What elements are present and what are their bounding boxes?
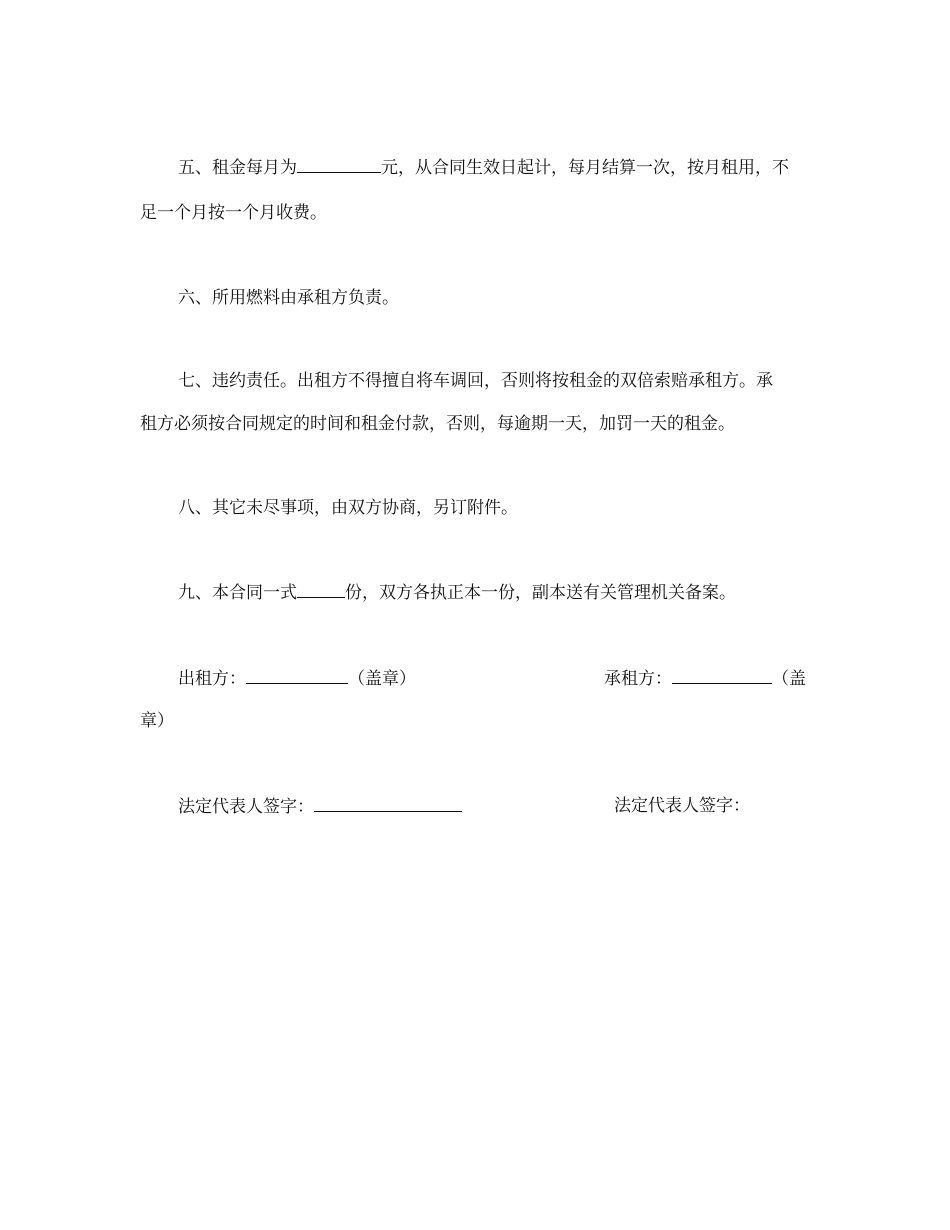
lessor-signature-line xyxy=(178,667,416,690)
right-rep-label: 法定代表人签字： xyxy=(614,796,750,816)
lessor-name-blank[interactable] xyxy=(246,667,348,684)
clause-5-text-b: 元，从合同生效日起计，每月结算一次，按月租用，不 xyxy=(381,158,789,178)
left-rep-label: 法定代表人签字： xyxy=(178,797,314,817)
clause-5-line-2: 足一个月按一个月收费。 xyxy=(140,203,327,223)
lessee-seal-label-b: 章） xyxy=(140,711,174,731)
clause-6: 六、所用燃料由承租方负责。 xyxy=(178,288,399,308)
clause-9 xyxy=(178,581,736,604)
lessee-label: 承租方： xyxy=(604,669,672,689)
lessee-signature-line xyxy=(604,667,806,690)
clause-8: 八、其它未尽事项，由双方协商，另订附件。 xyxy=(178,498,518,518)
clause-9-text-a: 九、本合同一式 xyxy=(178,583,297,603)
clause-5-text-a: 五、租金每月为 xyxy=(178,158,297,178)
clause-9-text-b: 份，双方各执正本一份，副本送有关管理机关备案。 xyxy=(345,583,736,603)
copies-count-blank[interactable] xyxy=(297,581,345,598)
lessee-name-blank[interactable] xyxy=(672,667,772,684)
rent-amount-blank[interactable] xyxy=(297,156,381,173)
left-rep-signature xyxy=(178,795,462,818)
left-rep-signature-blank[interactable] xyxy=(314,795,462,812)
lessor-label: 出租方： xyxy=(178,669,246,689)
clause-7-line-2: 租方必须按合同规定的时间和租金付款，否则，每逾期一天，加罚一天的租金。 xyxy=(140,414,735,434)
clause-7-line-1: 七、违约责任。出租方不得擅自将车调回，否则将按租金的双倍索赔承租方。承 xyxy=(178,371,773,391)
lessee-seal-label-a: （盖 xyxy=(772,669,806,689)
clause-5-line-1 xyxy=(178,156,789,179)
lessor-seal-label: （盖章） xyxy=(348,669,416,689)
right-rep-signature xyxy=(614,795,750,817)
